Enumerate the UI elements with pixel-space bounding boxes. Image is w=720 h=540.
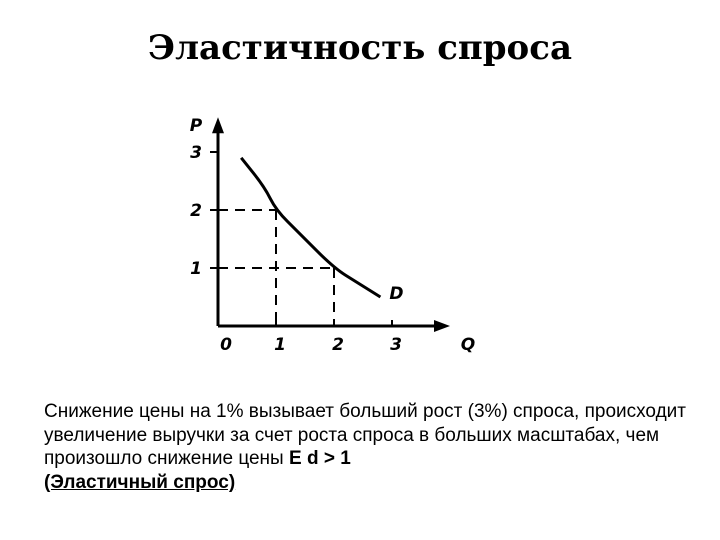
- x-axis-arrow: [434, 320, 450, 332]
- caption: [44, 400, 694, 494]
- y-tick-label: 1: [190, 259, 202, 279]
- demand-plot: [180, 86, 476, 366]
- conclusion-label: (Эластичный спрос): [44, 471, 236, 493]
- origin-label: 0: [220, 335, 232, 355]
- x-axis-label: Q: [460, 335, 476, 355]
- y-tick-label: 2: [190, 201, 202, 221]
- demand-curve-label: D: [389, 284, 404, 304]
- elasticity-formula: E d > 1: [289, 448, 351, 469]
- x-tick-label: 3: [390, 335, 402, 355]
- y-axis-label: P: [189, 116, 203, 137]
- x-tick-label: 2: [332, 335, 344, 355]
- y-tick-label: 3: [190, 143, 202, 163]
- slide-title: Эластичность спроса: [148, 28, 572, 68]
- demand-curve: [241, 158, 380, 297]
- x-tick-label: 1: [274, 335, 286, 355]
- y-axis-arrow: [212, 117, 224, 133]
- demand-curve-diagram: [180, 86, 476, 366]
- caption-text: Снижение цены на 1% вызывает больший рост (3%) спроса, происходит увеличение выручки за счет роста спроса в больших масштабах, чем произошло снижение цены: [44, 401, 686, 469]
